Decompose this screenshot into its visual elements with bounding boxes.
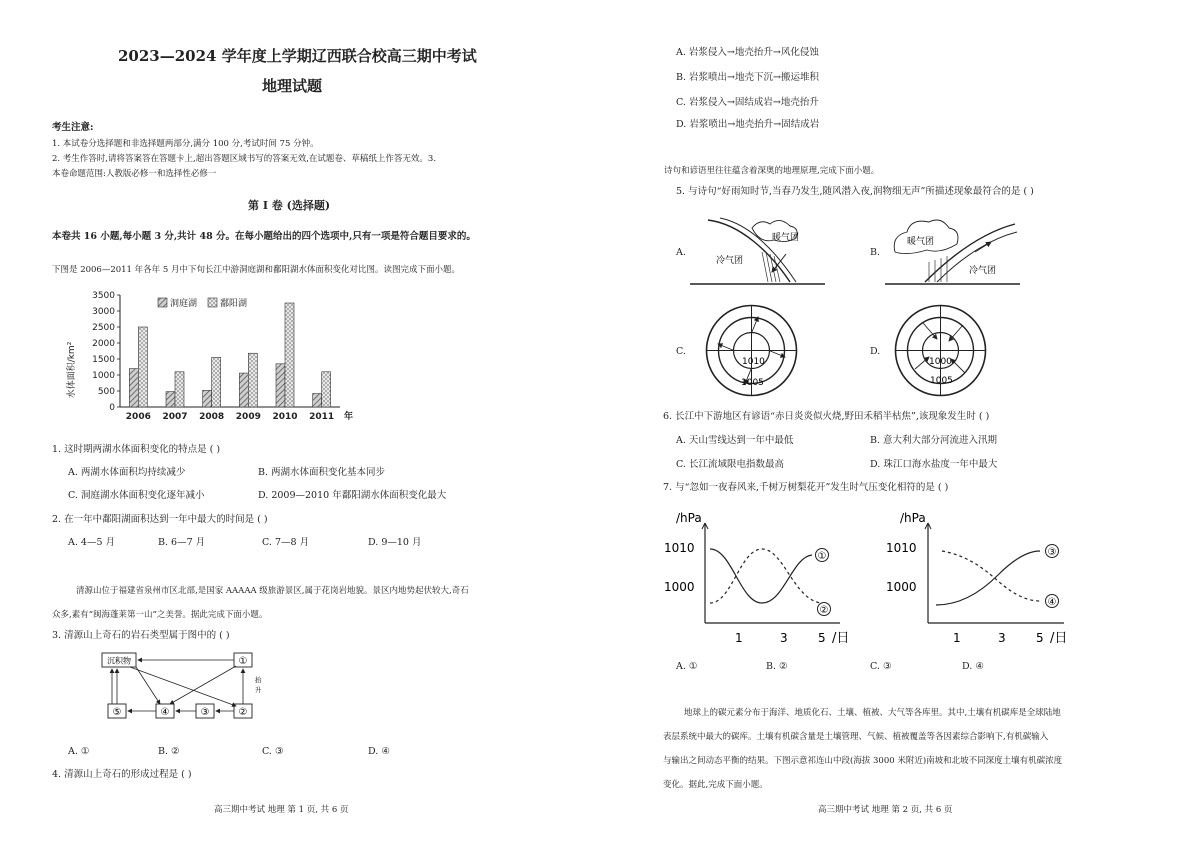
curve-1-label: ① <box>817 551 827 562</box>
isobar-d-1000: 1000 <box>929 357 952 367</box>
x-tick-label: 2011 <box>309 412 335 422</box>
y-tick-label: 1500 <box>92 355 115 365</box>
q7-option-b[interactable]: B. ② <box>766 661 788 672</box>
q5-stem: 5. 与诗句“好雨知时节,当春乃发生,随风潜入夜,润物细无声”所描述现象最符合的是 ( ) <box>676 186 1034 197</box>
bar-dongting-2009 <box>239 373 248 407</box>
notice-line-1: 1. 本试卷分选择题和非选择题两部分,满分 100 分,考试时间 75 分钟。 <box>52 139 319 149</box>
node-2: ② <box>238 707 248 718</box>
q5-option-c[interactable]: C. <box>676 346 686 357</box>
label-uplift-1: 抬 <box>255 676 262 684</box>
y-tick-label: 2500 <box>92 323 115 333</box>
q6-stem: 6. 长江中下游地区有谚语“赤日炎炎似火烧,野田禾稻半枯焦”,该现象发生时 ( ) <box>663 411 990 422</box>
graph-left-tick-5: 5 <box>818 631 826 645</box>
bar-poyang-2009 <box>248 353 257 407</box>
q1-option-a[interactable]: A. 两湖水体面积均持续减少 <box>68 467 186 478</box>
x-axis-suffix: 年 <box>344 412 354 422</box>
x-tick-label: 2006 <box>125 412 151 422</box>
bar-dongting-2011 <box>313 394 322 407</box>
bar-dongting-2006 <box>129 369 138 407</box>
intro-carbon-1: 地球上的碳元素分布于海洋、地质化石、土壤、植被、大气等各库里。其中,土壤有机碳库是全球陆地 <box>684 708 1061 718</box>
graph-right-1010: 1010 <box>886 541 917 555</box>
q6-option-a[interactable]: A. 天山雪线达到一年中最低 <box>676 435 794 446</box>
x-tick-label: 2010 <box>272 412 298 422</box>
q2-option-d[interactable]: D. 9—10 月 <box>368 537 422 548</box>
rock-cycle-diagram <box>100 650 270 725</box>
label-uplift-2: 升 <box>255 686 262 694</box>
q2-stem: 2. 在一年中鄱阳湖面积达到一年中最大的时间是 ( ) <box>52 514 268 525</box>
q2-option-a[interactable]: A. 4—5 月 <box>68 537 116 548</box>
graph-left-1000: 1000 <box>664 580 695 594</box>
q5-option-d[interactable]: D. <box>870 346 881 357</box>
q6-option-c[interactable]: C. 长江流域限电指数最高 <box>676 459 784 470</box>
isobar-c-1010: 1010 <box>742 357 765 367</box>
bar-dongting-2010 <box>276 364 285 407</box>
q1-option-b[interactable]: B. 两湖水体面积变化基本同步 <box>258 467 386 478</box>
q2-option-c[interactable]: C. 7—8 月 <box>262 537 310 548</box>
q4-option-d[interactable]: D. 岩浆喷出→地壳抬升→固结成岩 <box>676 119 820 130</box>
y-tick-label: 1000 <box>92 371 115 381</box>
intro-carbon-2: 表层系统中最大的碳库。土壤有机碳含量是土壤管理、气候、植被覆盖等各因素综合影响下,有机碳输入 <box>663 732 1049 742</box>
intro-carbon-4: 变化。据此,完成下面小题。 <box>663 780 768 790</box>
q3-option-b[interactable]: B. ② <box>158 746 180 757</box>
bar-poyang-2006 <box>138 327 147 407</box>
q3-stem: 3. 清源山上奇石的岩石类型属于图中的 ( ) <box>52 630 230 641</box>
intro-qingyuan-2: 众多,素有“闽海蓬莱第一山”之美誉。据此完成下面小题。 <box>52 610 268 620</box>
y-axis-label: 水体面积/km² <box>67 341 77 399</box>
intro-carbon-3: 与输出之间动态平衡的结果。下图示意祁连山中段(海拔 3000 米附近)南坡和北坡不同深度土壤有机碳浓度 <box>663 756 1063 766</box>
graph-left-day: /日 <box>832 631 850 646</box>
graph-right-tick-1: 1 <box>953 631 961 645</box>
q1-stem: 1. 这时期两湖水体面积变化的特点是 ( ) <box>52 444 221 455</box>
notice-line-3: 本卷命题范围:人教版必修一和选择性必修一 <box>52 169 217 179</box>
front-diagram-a <box>690 212 825 297</box>
q4-option-c[interactable]: C. 岩浆侵入→固结成岩→地壳抬升 <box>676 97 819 108</box>
curve-4-label: ④ <box>1047 597 1057 608</box>
q7-option-c[interactable]: C. ③ <box>870 661 892 672</box>
isobar-diagram-d <box>893 303 988 398</box>
graph-left-tick-1: 1 <box>735 631 743 645</box>
node-3: ③ <box>200 707 210 718</box>
x-tick-label: 2007 <box>162 412 188 422</box>
legend-label-poyang: 鄱阳湖 <box>220 299 248 309</box>
label-warm-air-a: 暖气团 <box>772 233 800 243</box>
legend-label-dongting: 洞庭湖 <box>170 299 198 309</box>
q5-option-a[interactable]: A. <box>676 247 686 258</box>
isobar-c-1005: 1005 <box>741 378 764 388</box>
intro-lakes: 下图是 2006—2011 年各年 5 月中下旬长江中游洞庭湖和鄱阳湖水体面积变化对比图。读图完成下面小题。 <box>52 265 460 275</box>
section-heading: 第 I 卷 (选择题) <box>248 199 331 212</box>
q1-option-d[interactable]: D. 2009—2010 年鄱阳湖水体面积变化最大 <box>258 490 447 501</box>
exam-title: 2023—2024 学年度上学期辽西联合校高三期中考试 <box>118 47 477 65</box>
x-tick-label: 2008 <box>199 412 225 422</box>
y-tick-label: 2000 <box>92 339 115 349</box>
q4-option-b[interactable]: B. 岩浆喷出→地壳下沉→搬运堆积 <box>676 72 819 83</box>
curve-2-label: ② <box>819 605 829 616</box>
isobar-d-1005: 1005 <box>930 376 953 386</box>
graph-right-unit: /hPa <box>900 511 926 525</box>
section-instruction: 本卷共 16 小题,每小题 3 分,共计 48 分。在每小题给出的四个选项中,只有一项是符合题目要求的。 <box>52 231 476 242</box>
q7-stem: 7. 与“忽如一夜春风来,千树万树梨花开”发生时气压变化相符的是 ( ) <box>663 482 949 493</box>
legend-swatch-poyang <box>208 298 217 307</box>
y-tick-label: 3000 <box>92 307 115 317</box>
q3-option-c[interactable]: C. ③ <box>262 746 284 757</box>
graph-right-tick-5: 5 <box>1036 631 1044 645</box>
q1-option-c[interactable]: C. 洞庭湖水体面积变化逐年减小 <box>68 490 205 501</box>
exam-subtitle: 地理试题 <box>262 77 323 95</box>
q6-option-d[interactable]: D. 珠江口海水盐度一年中最大 <box>870 459 998 470</box>
curve-3-label: ③ <box>1047 547 1057 558</box>
q6-option-b[interactable]: B. 意大利大部分河流进入汛期 <box>870 435 998 446</box>
q2-option-b[interactable]: B. 6—7 月 <box>158 537 206 548</box>
bar-poyang-2010 <box>285 303 294 407</box>
q7-option-a[interactable]: A. ① <box>676 661 698 672</box>
graph-right-day: /日 <box>1050 631 1068 646</box>
label-warm-air-b: 暖气团 <box>907 237 935 247</box>
node-1: ① <box>238 656 248 667</box>
intro-qingyuan-1: 清源山位于福建省泉州市区北部,是国家 AAAAA 级旅游景区,属于花岗岩地貌。景区内地势起伏较大,奇石 <box>76 586 469 596</box>
graph-left-unit: /hPa <box>676 511 702 525</box>
bar-dongting-2008 <box>203 390 212 407</box>
legend-swatch-dongting <box>158 298 167 307</box>
isobar-diagram-c <box>704 303 799 398</box>
q3-option-d[interactable]: D. ④ <box>368 746 390 757</box>
node-sediment: 沉积物 <box>107 656 131 666</box>
y-tick-label: 0 <box>109 403 115 413</box>
label-cold-air-b: 冷气团 <box>969 266 997 276</box>
bar-poyang-2008 <box>212 357 221 407</box>
front-diagram-b <box>885 212 1020 297</box>
graph-left-tick-3: 3 <box>780 631 788 645</box>
y-tick-label: 500 <box>97 387 115 397</box>
q3-option-a[interactable]: A. ① <box>68 746 90 757</box>
graph-right-tick-3: 3 <box>998 631 1006 645</box>
footer-left: 高三期中考试 地理 第 1 页, 共 6 页 <box>214 805 349 815</box>
bar-poyang-2007 <box>175 372 184 407</box>
graph-left-1010: 1010 <box>664 541 695 555</box>
graph-right-1000: 1000 <box>886 580 917 594</box>
x-tick-label: 2009 <box>235 412 261 422</box>
footer-right: 高三期中考试 地理 第 2 页, 共 6 页 <box>818 805 953 815</box>
bar-poyang-2011 <box>322 372 331 407</box>
notice-line-2: 2. 考生作答时,请将答案答在答题卡上,超出答题区域书写的答案无效,在试题卷、草稿纸上作答无效。3. <box>52 154 437 164</box>
lake-area-bar-chart <box>60 285 360 435</box>
notice-heading: 考生注意: <box>52 122 94 133</box>
q7-option-d[interactable]: D. ④ <box>962 661 984 672</box>
q5-option-b[interactable]: B. <box>870 247 881 258</box>
q4-stem: 4. 清源山上奇石的形成过程是 ( ) <box>52 769 192 780</box>
q4-option-a[interactable]: A. 岩浆侵入→地壳抬升→风化侵蚀 <box>676 47 819 58</box>
node-4: ④ <box>160 707 170 718</box>
intro-proverbs: 诗句和谚语里往往蕴含着深奥的地理原理,完成下面小题。 <box>664 166 880 176</box>
node-5: ⑤ <box>112 707 122 718</box>
y-tick-label: 3500 <box>92 291 115 301</box>
pressure-graph-right <box>880 505 1090 647</box>
label-cold-air-a: 冷气团 <box>716 256 744 266</box>
pressure-graph-left <box>662 505 862 647</box>
bar-dongting-2007 <box>166 392 175 407</box>
